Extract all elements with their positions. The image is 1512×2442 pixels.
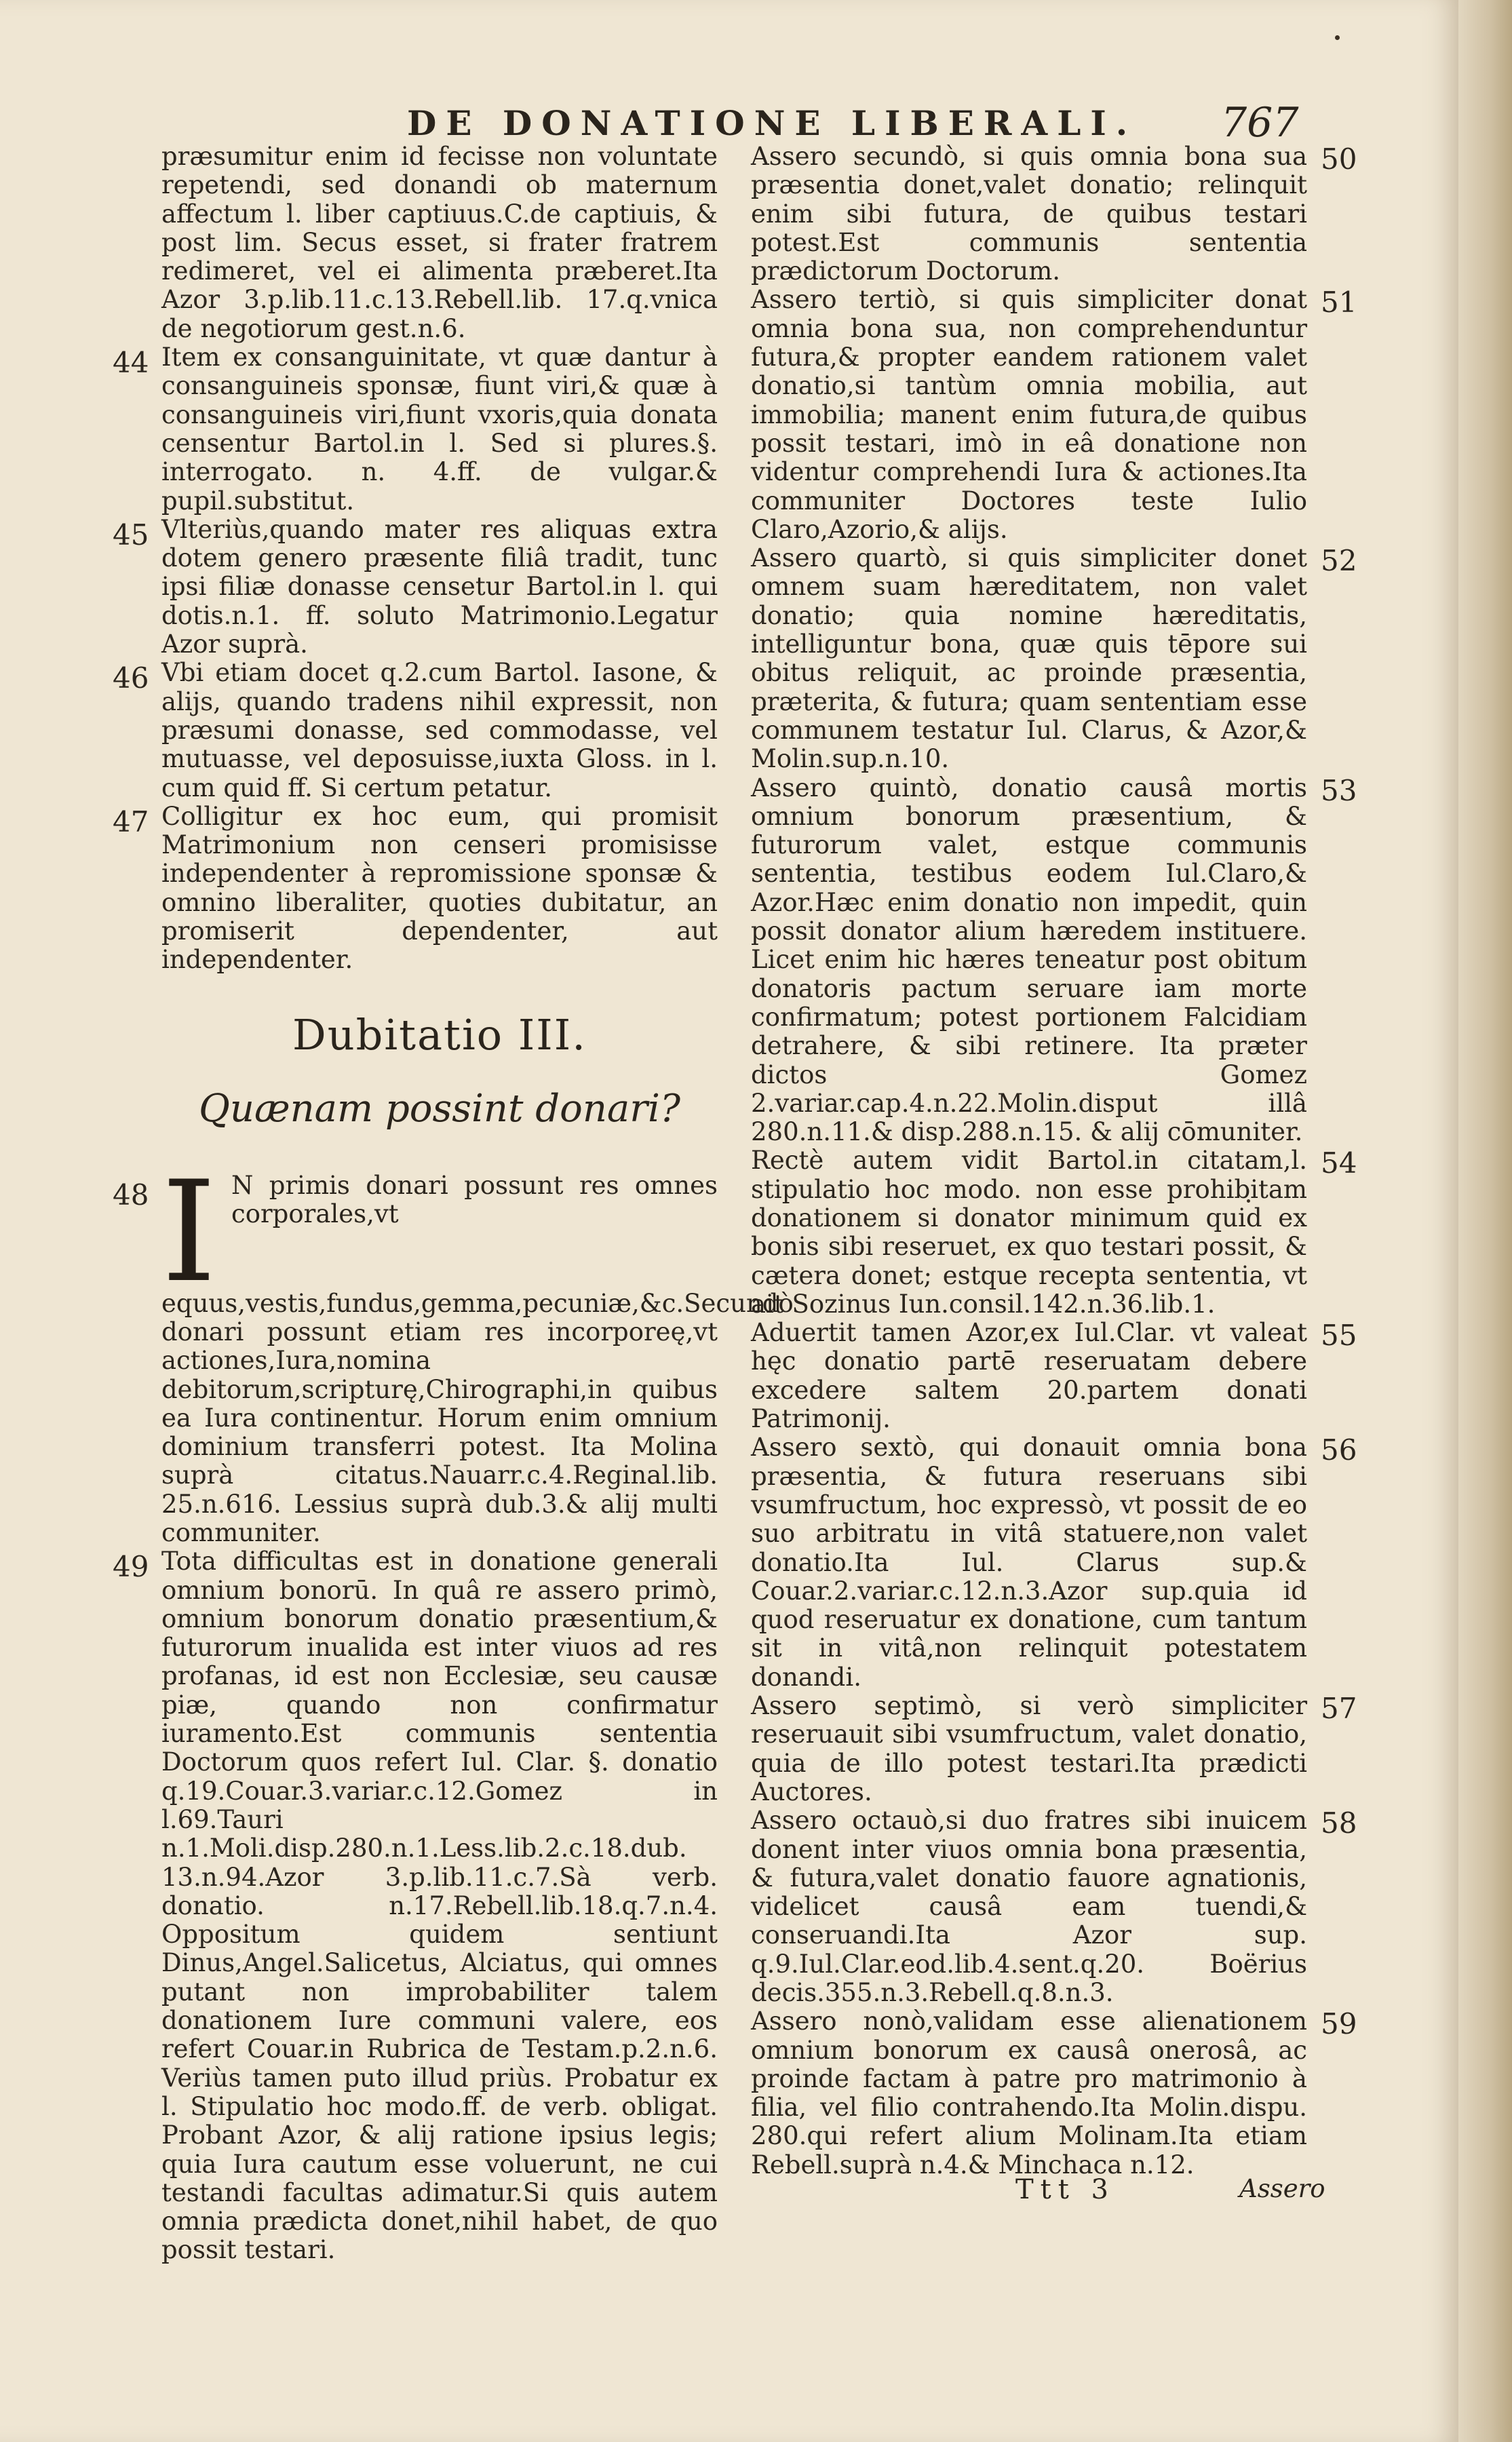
numbered-paragraph <box>751 1691 1357 1806</box>
paragraph-text: Vbi etiam docet q.2.cum Bartol. Iasone, & alijs, quando tradens nihil expressit, non præsumi donasse, sed commodasse, vel mutuasse, vel deposuisse,iuxta Gloss. in l. cum quid ff. Si certum petatur. <box>161 658 718 802</box>
paragraph-text: Assero quartò, si quis simpliciter donet omnem suam hæreditatem, non valet donatio; quia nomine hæreditatis, intelliguntur bona, quæ quis tēpore sui obitus reliquit, ac proinde præsentia, præterita, & futura; quam sententiam esse communem testatur Iul. Clarus, & Azor,& Molin.sup.n.10. <box>751 543 1307 774</box>
margin-number: 52 <box>1321 544 1357 578</box>
signature-mark: Ttt 3 <box>1015 2174 1115 2205</box>
paragraph-text: Assero sextò, qui donauit omnia bona præsentia, & futura reseruans sibi vsumfructum, hoc expressò, vt possit de eo suo arbitratu in vitâ statuere,non valet donatio.Ita Iul. Clarus sup.& Couar.2.variar.c.12.n.3.Azor sup.quia id quod reseruatur ex donatione, cum tantum sit in vitâ,non relinquit potestatem donandi. <box>751 1433 1307 1692</box>
paragraph-text: Item ex consanguinitate, vt quæ dantur à consanguineis sponsæ, fiunt viri,& quæ à consanguineis viri,fiunt vxoris,quia donata censentur Bartol.in l. Sed si plures.§. interrogato. n. 4.ff. de vulgar.& pupil.substitut. <box>161 343 718 516</box>
page-edge <box>1458 0 1512 2442</box>
margin-number: 59 <box>1321 2007 1357 2041</box>
paragraph-text: Assero octauò,si duo fratres sibi inuicem donent inter viuos omnia bona præsentia, & futura,valet donatio fauore agnationis, videlicet causâ eam tuendi,& conseruandi.Ita Azor sup. q.9.Iul.Clar.eod.lib.4.sent.q.20. Boërius decis.355.n.3.Rebell.q.8.n.3. <box>751 1806 1307 2007</box>
margin-number: 45 <box>113 518 149 551</box>
numbered-paragraph <box>113 658 718 802</box>
ink-speck <box>1335 35 1340 40</box>
margin-number: 44 <box>113 346 149 380</box>
page-footer <box>751 2174 1325 2215</box>
margin-number: 53 <box>1321 773 1357 807</box>
paragraph-text: Tota difficultas est in donatione generali omnium bonorū. In quâ re assero primò, omnium bonorum donatio præsentium,& futurorum inualida est inter viuos ad res profanas, id est non Ecclesiæ, seu causæ piæ, quando non confirmatur iuramento.Est communis sententia Doctorum quos refert Iul. Clar. §. donatio q.19.Couar.3.variar.c.12.Gomez in l.69.Tauri n.1.Moli.disp.280.n.1.Less.lib.2.c.18.dub. 13.n.94.Azor 3.p.lib.11.c.7.Sà verb. donatio. n.17.Rebell.lib.18.q.7.n.4. Oppositum quidem sentiunt Dinus,Angel.Salicetus, Alciatus, qui omnes putant non improbabiliter talem donationem Iure communi valere, eos refert Couar.in Rubrica de Testam.p.2.n.6. Veriùs tamen puto illud priùs. Probatur ex l. Stipulatio hoc modo.ff. de verb. obligat. Probant Azor, & alij ratione ipsius legis; quia Iura cautum esse voluerunt, ne cui testandi facultas adimatur.Si quis autem omnia prædicta donet,nihil habet, de quo possit testari. <box>161 1547 718 2265</box>
paragraph-text: N primis donari possunt res omnes corporales,vt equus,vestis,fundus,gemma,pecuniæ,&c.Secundò donari possunt etiam res incorporeę,vt actiones,Iura,nomina debitorum,scripturę,Chirographi,in quibus ea Iura continentur. Horum enim omnium dominium transferri potest. Ita Molina suprà citatus.Nauarr.c.4.Reginal.lib. 25.n.616. Lessius suprà dub.3.& alij multi communiter. <box>161 1170 794 1547</box>
paragraph-text: Assero tertiò, si quis simpliciter donat omnia bona sua, non comprehenduntur futura,& propter eandem rationem valet donatio,si tantùm omnia mobilia, aut immobilia; manent enim futura,de quibus possit testari, imò in eâ donatione non videntur comprehendi Iura & actiones.Ita communiter Doctores teste Iulio Claro,Azorio,& alijs. <box>751 285 1307 544</box>
margin-number: 48 <box>113 1178 149 1212</box>
numbered-paragraph <box>751 2007 1357 2179</box>
numbered-paragraph <box>751 1318 1357 1434</box>
paragraph <box>161 142 718 343</box>
numbered-paragraph <box>113 1151 794 1548</box>
running-title: DE DONATIONE LIBERALI. <box>407 103 1138 143</box>
paragraph-text: Assero secundò, si quis omnia bona sua præsentia donet,valet donatio; relinquit enim sibi futura, de quibus testari potest.Est communis sententia prædictorum Doctorum. <box>751 142 1307 286</box>
right-column <box>751 142 1357 2179</box>
numbered-paragraph <box>113 514 718 659</box>
numbered-paragraph <box>113 1547 718 2265</box>
paragraph-text: Vlteriùs,quando mater res aliquas extra dotem genero præsente filiâ tradit, tunc ipsi filiæ donasse censetur Bartol.in l. qui dotis.n.1. ff. soluto Matrimonio.Legatur Azor suprà. <box>161 514 718 659</box>
margin-number: 49 <box>113 1550 149 1584</box>
left-column <box>113 142 794 2265</box>
margin-number: 54 <box>1321 1146 1357 1180</box>
paragraph-text: Aduertit tamen Azor,ex Iul.Clar. vt valeat hęc donatio partē reseruatam debere excedere saltem 20.partem donati Patrimonij. <box>751 1318 1307 1434</box>
numbered-paragraph <box>751 142 1357 286</box>
catchword: Assero <box>1239 2174 1325 2203</box>
sub-heading: Quænam possint donari? <box>198 1086 680 1131</box>
margin-number: 46 <box>113 661 149 695</box>
numbered-paragraph <box>113 343 718 516</box>
numbered-paragraph <box>751 1806 1357 2007</box>
numbered-paragraph <box>751 543 1357 774</box>
paragraph-text: præsumitur enim id fecisse non voluntate repetendi, sed donandi ob maternum affectum l. liber captiuus.C.de captiuis, & post lim. Secus esset, si frater fratrem redimeret, vel ei alimenta præberet.Ita Azor 3.p.lib.11.c.13.Rebell.lib. 17.q.vnica de negotiorum gest.n.6. <box>161 142 718 343</box>
numbered-paragraph <box>113 801 718 975</box>
margin-number: 58 <box>1321 1806 1357 1840</box>
margin-number: 57 <box>1321 1692 1357 1726</box>
margin-number: 50 <box>1321 142 1357 176</box>
numbered-paragraph <box>751 1433 1357 1692</box>
numbered-paragraph <box>751 1146 1357 1319</box>
numbered-paragraph <box>751 285 1357 544</box>
paragraph-text: Colligitur ex hoc eum, qui promisit Matrimonium non censeri promisisse independenter à repromissione sponsæ & omnino liberaliter, quoties dubitatur, an promiserit dependenter, aut independenter. <box>161 801 718 975</box>
paragraph-text: Rectè autem vidit Bartol.in citatam,l. stipulatio hoc modo. non esse prohibitam donationem si donator minimum quid ex bonis sibi reseruet, ex quo testari possit, & cætera donet; estque recepta sententia, vt ait Sozinus Iun.consil.142.n.36.lib.1. <box>751 1146 1307 1319</box>
margin-number: 55 <box>1321 1319 1357 1353</box>
section-heading: Dubitatio III. <box>292 1009 587 1060</box>
paragraph-text: Assero septimò, si verò simpliciter reseruauit sibi vsumfructum, valet donatio, quia de illo potest testari.Ita prædicti Auctores. <box>751 1691 1307 1806</box>
page-number: 767 <box>1221 99 1299 147</box>
paragraph-text: Assero nonò,validam esse alienationem omnium bonorum ex causâ onerosâ, ac proinde factam à patre pro matrimonio à filia, vel filio contrahendo.Ita Molin.dispu. 280.qui refert alium Molinam.Ita etiam Rebell.suprà n.4.& Minchaca n.12. <box>751 2007 1307 2179</box>
margin-number: 51 <box>1321 286 1357 319</box>
paragraph-text: Assero quintò, donatio causâ mortis omnium bonorum præsentium, & futurorum valet, estque communis sententia, testibus eodem Iul.Claro,& Azor.Hæc enim donatio non impedit, quin possit donator alium hæredem instituere. Licet enim hic hæres teneatur post obitum donatoris pactum seruare iam morte confirmatum; potest portionem Falcidiam detrahere, & sibi retinere. Ita præter dictos Gomez 2.variar.cap.4.n.22.Molin.disput illâ 280.n.11.& disp.288.n.15. & alij cōmuniter. <box>751 773 1307 1147</box>
margin-number: 56 <box>1321 1433 1357 1467</box>
drop-cap: I <box>161 1151 216 1313</box>
numbered-paragraph <box>751 773 1357 1147</box>
margin-number: 47 <box>113 805 149 838</box>
